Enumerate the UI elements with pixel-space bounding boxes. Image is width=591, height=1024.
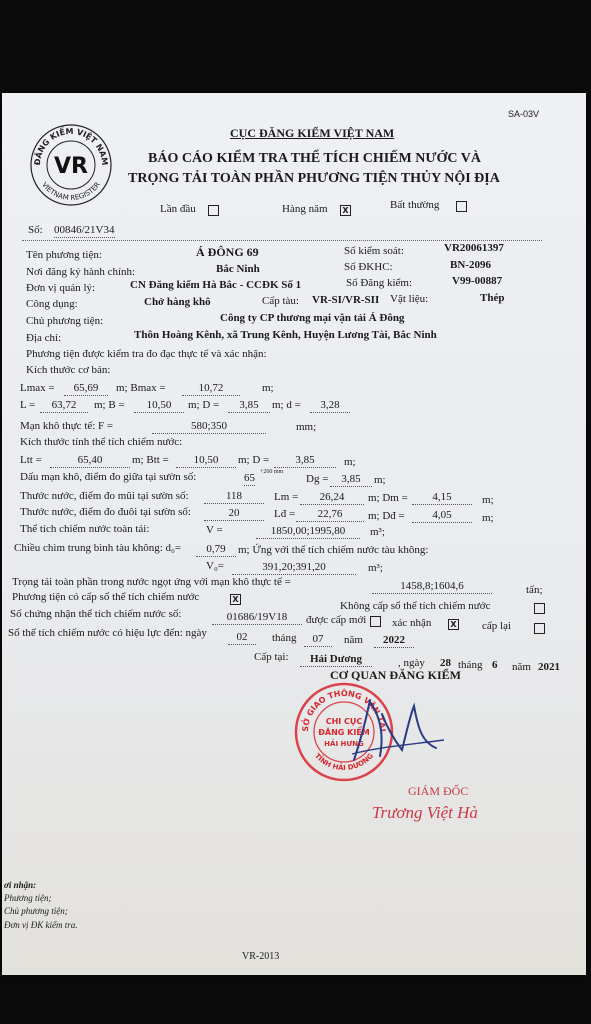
dd-value: 4,05	[412, 509, 472, 523]
no-certificate-label: Không cấp sổ thể tích chiếm nước	[340, 600, 491, 612]
confirm-checkbox[interactable]: X	[448, 619, 459, 630]
vessel-class: VR-SI/VR-SII	[312, 294, 380, 306]
authority-name: CƠ QUAN ĐĂNG KIỂM	[330, 668, 461, 682]
registration-place-label: Nơi đăng ký hành chính:	[26, 266, 136, 278]
ld-value: 22,76	[296, 508, 364, 522]
stamp-line-1: CHI CỤC	[325, 717, 363, 726]
draught-value: 3,28	[310, 399, 350, 413]
issue-year: 2021	[538, 661, 560, 673]
issued-place: Hải Dương	[300, 653, 372, 667]
agency-name: CỤC ĐĂNG KIỂM VIỆT NAM	[230, 126, 395, 140]
v-value: 1850,00;1995,80	[256, 525, 360, 539]
vessel-name-label: Tên phương tiện:	[26, 249, 102, 261]
certificate-no-label: Số chứng nhận thể tích chiếm nước số:	[10, 608, 182, 620]
material-label: Vật liệu:	[390, 293, 429, 305]
form-code: SA-03V	[508, 109, 540, 119]
valid-day: 02	[228, 631, 256, 645]
lightship-label: Chiều chìm trung bình tàu không: d₀=	[14, 542, 182, 554]
dg-label: Dg =	[306, 473, 329, 485]
issue-day: 28	[440, 657, 451, 669]
valid-until-label: Sổ thể tích chiếm nước có hiệu lực đến: ngày	[8, 627, 207, 639]
confirm-label: xác nhận	[392, 617, 432, 629]
dkhc-no: BN-2096	[450, 259, 491, 271]
freeboard-value: 580;350	[152, 420, 266, 434]
recipient-3: Đơn vị ĐK kiểm tra.	[4, 920, 78, 930]
control-no: VR20061397	[444, 242, 504, 254]
usage-label: Công dụng:	[26, 298, 78, 310]
v0-label: V₀=	[206, 560, 224, 572]
dkhc-label: Số ĐKHC:	[344, 261, 393, 273]
recipients-heading: ơi nhận:	[4, 880, 37, 890]
dm-unit: m;	[482, 494, 494, 506]
management-unit-label: Đơn vị quản lý:	[26, 282, 96, 294]
stamp-ring-text: SỞ GIAO THÔNG VẬN TẢI	[300, 688, 388, 733]
signer-name: Trương Việt Hà	[372, 803, 478, 822]
valid-month: 07	[304, 633, 332, 647]
has-certificate-checkbox[interactable]: X	[230, 594, 241, 605]
new-issue-label: được cấp mới	[306, 614, 367, 626]
new-issue-checkbox[interactable]	[370, 616, 381, 627]
divider	[22, 240, 542, 241]
bmax-value: 10,72	[182, 382, 240, 396]
annual-inspection-label: Hàng năm	[282, 203, 328, 215]
registry-no-label: Số Đăng kiểm:	[346, 277, 412, 289]
issue-day-label: , ngày	[398, 657, 425, 669]
lightship-tail: m; Ứng với thể tích chiếm nước tàu không:	[238, 544, 429, 556]
lm-label: Lm =	[274, 491, 299, 503]
valid-year-label: năm	[344, 634, 363, 646]
stamp-line-3: HẢI HƯNG	[324, 740, 364, 748]
has-certificate-label: Phương tiện có cấp sổ thể tích chiếm nước	[12, 591, 200, 603]
d-value: 3,85	[228, 399, 270, 413]
issue-year-label: năm	[512, 661, 531, 673]
no-certificate-checkbox[interactable]	[534, 603, 545, 614]
first-inspection-checkbox[interactable]	[208, 205, 219, 216]
dd-label: m; Dđ =	[368, 510, 405, 522]
dg-value: 3,85	[330, 473, 372, 487]
material: Thép	[480, 292, 505, 304]
logo-bottom-text: VIETNAM REGISTER	[40, 180, 102, 203]
vessel-class-label: Cấp tàu:	[262, 295, 299, 307]
signer-title: GIÁM ĐỐC	[408, 784, 469, 798]
l-value: 63,72	[40, 399, 88, 413]
d-label: m; D =	[188, 399, 220, 411]
vietnam-register-logo	[28, 122, 114, 208]
draught-label: m; d =	[272, 399, 301, 411]
report-no: 00846/21V34	[54, 224, 115, 236]
fwd-frame: 118	[204, 490, 264, 504]
control-no-label: Số kiểm soát:	[344, 245, 404, 257]
calc-d-label: m; D =	[238, 454, 270, 466]
recipient-2: Chủ phương tiện;	[4, 906, 68, 916]
freeboard-unit: mm;	[296, 421, 317, 433]
b-value: 10,50	[134, 399, 184, 413]
logo-mark: VR	[54, 154, 88, 179]
valid-year: 2022	[374, 634, 414, 648]
aft-label: Thước nước, điểm đo đuôi tại sườn số:	[20, 506, 191, 518]
vessel-name: Á ĐÔNG 69	[196, 245, 259, 259]
dg-unit: m;	[374, 474, 386, 486]
calc-d-unit: m;	[344, 456, 356, 468]
freeboard-label: Mạn khô thực tế: F =	[20, 420, 114, 432]
calc-d-value: 3,85	[274, 454, 336, 468]
title-line-1: BÁO CÁO KIỂM TRA THỂ TÍCH CHIẾM NƯỚC VÀ	[148, 151, 481, 166]
measured-intro: Phương tiện được kiểm tra đo đạc thực tế và xác nhận:	[26, 348, 267, 360]
registration-place: Bắc Ninh	[216, 263, 260, 275]
freeboard-mark-offset: +260 mm	[260, 469, 284, 475]
l-label: L =	[20, 399, 36, 411]
freeboard-mark-label: Dấu mạn khô, điểm đo giữa tại sườn số:	[20, 471, 197, 483]
footer-code: VR-2013	[242, 951, 280, 962]
v0-unit: m³;	[368, 562, 383, 574]
d0-value: 0,79	[196, 543, 236, 557]
reissue-checkbox[interactable]	[534, 623, 545, 634]
dm-value: 4,15	[412, 491, 472, 505]
usage: Chở hàng khô	[144, 296, 211, 308]
deadweight-label: Trọng tải toàn phần trong nước ngọt ứng với mạn khô thực tế =	[12, 576, 291, 588]
address-label: Địa chỉ:	[26, 332, 62, 344]
ltt-value: 65,40	[50, 454, 130, 468]
stamp-line-2: ĐĂNG KIỂM	[318, 728, 370, 737]
basic-dims-label: Kích thước cơ bản:	[26, 364, 111, 376]
bmax-label: m; Bmax =	[116, 382, 166, 394]
issued-at-label: Cấp tại:	[254, 651, 289, 663]
lm-value: 26,24	[300, 491, 364, 505]
v-label: V =	[206, 524, 223, 536]
certificate-no: 01686/19V18	[212, 611, 302, 625]
owner: Công ty CP thương mại vận tải Á Đông	[220, 312, 405, 324]
management-unit: CN Đăng kiểm Hà Bắc - CCĐK Số 1	[130, 279, 302, 291]
report-no-label: Số:	[28, 224, 43, 236]
address: Thôn Hoàng Kênh, xã Trung Kênh, Huyện Lương Tài, Bắc Ninh	[134, 329, 437, 341]
dd-unit: m;	[482, 512, 494, 524]
lmax-label: Lmax =	[20, 382, 55, 394]
dm-label: m; Dm =	[368, 492, 408, 504]
btt-label: m; Btt =	[132, 454, 169, 466]
stamp-bottom-text: TỈNH HẢI DƯƠNG	[313, 751, 375, 773]
btt-value: 10,50	[176, 454, 236, 468]
issue-month-label: tháng	[458, 659, 483, 671]
ld-label: Lđ =	[274, 508, 296, 520]
freeboard-mark-frame: 65	[244, 472, 255, 484]
displacement-label: Thể tích chiếm nước toàn tải:	[20, 523, 150, 535]
bmax-unit: m;	[262, 382, 274, 394]
fwd-label: Thước nước, điểm đo mũi tại sườn số:	[20, 490, 189, 502]
first-inspection-label: Lần đầu	[160, 203, 196, 215]
valid-month-label: tháng	[272, 632, 297, 644]
aft-frame: 20	[204, 507, 264, 521]
owner-label: Chủ phương tiện:	[26, 315, 104, 327]
director-signature	[340, 690, 450, 770]
lmax-value: 65,69	[64, 382, 108, 396]
recipient-1: Phương tiện;	[4, 893, 52, 903]
v-unit: m³;	[370, 526, 385, 538]
issue-month: 6	[492, 659, 498, 671]
title-line-2: TRỌNG TẢI TOÀN PHẦN PHƯƠNG TIỆN THỦY NỘI ĐỊA	[128, 171, 500, 186]
deadweight-value: 1458,8;1604,6	[372, 580, 492, 594]
ltt-label: Ltt =	[20, 454, 42, 466]
abnormal-inspection-checkbox[interactable]	[456, 201, 467, 212]
calc-dims-label: Kích thước tính thể tích chiếm nước:	[20, 436, 183, 448]
reissue-label: cấp lại	[482, 620, 512, 632]
abnormal-inspection-label: Bất thường	[390, 199, 440, 211]
v0-value: 391,20;391,20	[232, 561, 356, 575]
annual-inspection-checkbox[interactable]: X	[340, 205, 351, 216]
logo-top-text: ĐĂNG KIỂM VIỆT NAM	[32, 126, 110, 166]
registry-no: V99-00887	[452, 275, 503, 287]
b-label: m; B =	[94, 399, 125, 411]
deadweight-unit: tấn;	[526, 584, 543, 596]
